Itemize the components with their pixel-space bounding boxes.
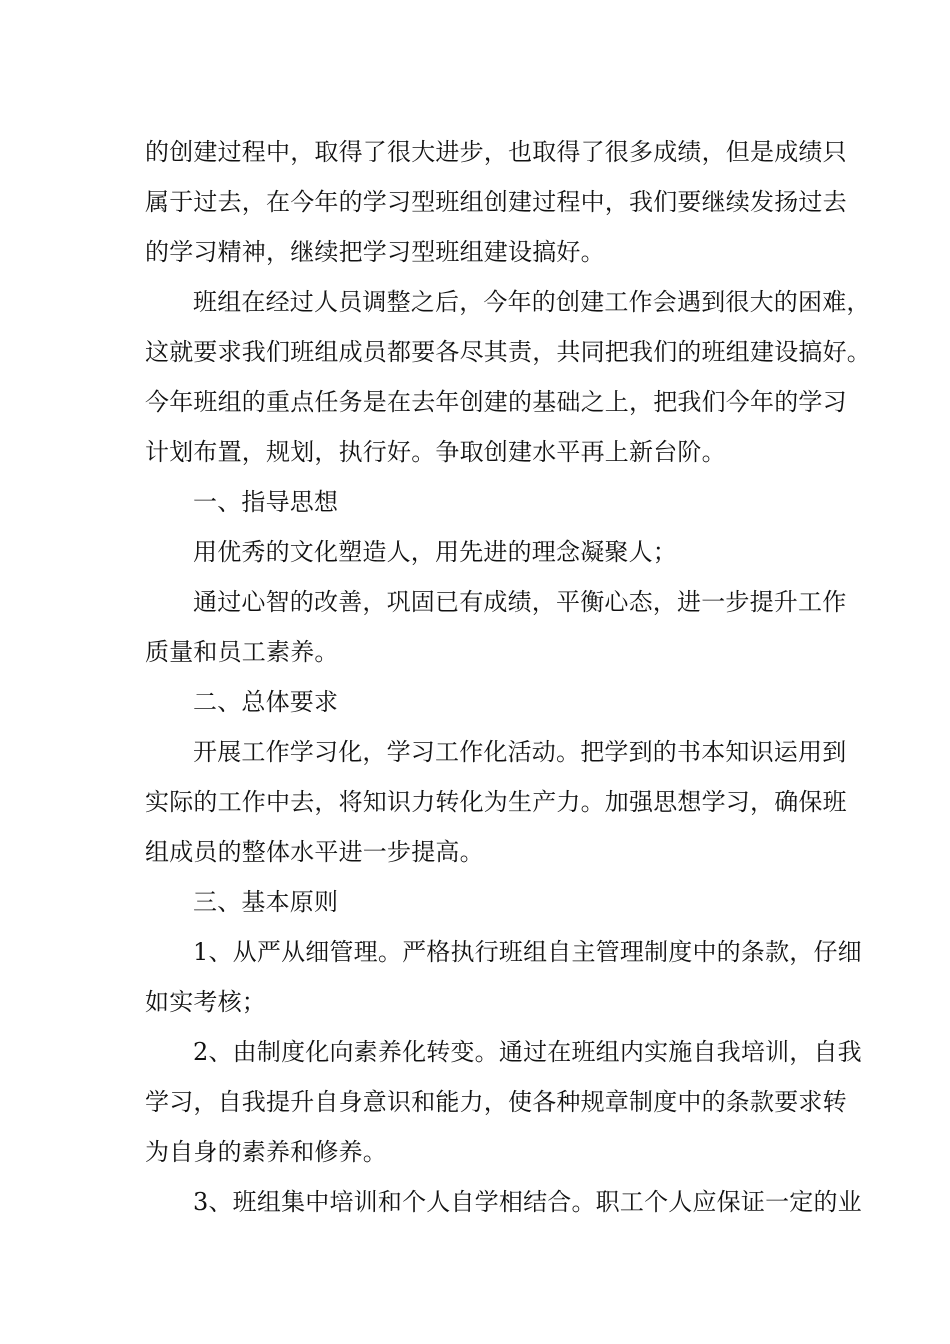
text-line: 质量和员工素养。 [145, 638, 339, 666]
paragraph-start-line: 2、由制度化向素养化转变。通过在班组内实施自我培训，自我 [193, 1038, 862, 1066]
paragraph-start-line: 开展工作学习化，学习工作化活动。把学到的书本知识运用到 [193, 738, 847, 766]
text-line: 学习，自我提升自身意识和能力，使各种规章制度中的条款要求转 [145, 1088, 847, 1116]
text-line: 为自身的素养和修养。 [145, 1138, 387, 1166]
section-heading: 三、基本原则 [193, 888, 339, 916]
paragraph-start-line: 3、班组集中培训和个人自学相结合。职工个人应保证一定的业 [193, 1188, 862, 1216]
paragraph-start-line: 通过心智的改善，巩固已有成绩，平衡心态，进一步提升工作 [193, 588, 847, 616]
paragraph-start-line: 用优秀的文化塑造人，用先进的理念凝聚人； [193, 538, 677, 566]
text-line: 实际的工作中去，将知识力转化为生产力。加强思想学习，确保班 [145, 788, 847, 816]
section-heading: 一、指导思想 [193, 488, 339, 516]
text-line: 属于过去，在今年的学习型班组创建过程中，我们要继续发扬过去 [145, 188, 847, 216]
text-line: 计划布置，规划，执行好。争取创建水平再上新台阶。 [145, 438, 726, 466]
text-line: 今年班组的重点任务是在去年创建的基础之上，把我们今年的学习 [145, 388, 847, 416]
text-line: 组成员的整体水平进一步提高。 [145, 838, 484, 866]
paragraph-start-line: 1、从严从细管理。严格执行班组自主管理制度中的条款，仔细 [193, 938, 862, 966]
section-heading: 二、总体要求 [193, 688, 339, 716]
paragraph-start-line: 班组在经过人员调整之后，今年的创建工作会遇到很大的困难， [193, 288, 871, 316]
text-line: 这就要求我们班组成员都要各尽其责，共同把我们的班组建设搞好。 [145, 338, 871, 366]
text-line: 如实考核； [145, 988, 266, 1016]
text-line: 的创建过程中，取得了很大进步，也取得了很多成绩，但是成绩只 [145, 138, 847, 166]
text-line: 的学习精神，继续把学习型班组建设搞好。 [145, 238, 605, 266]
